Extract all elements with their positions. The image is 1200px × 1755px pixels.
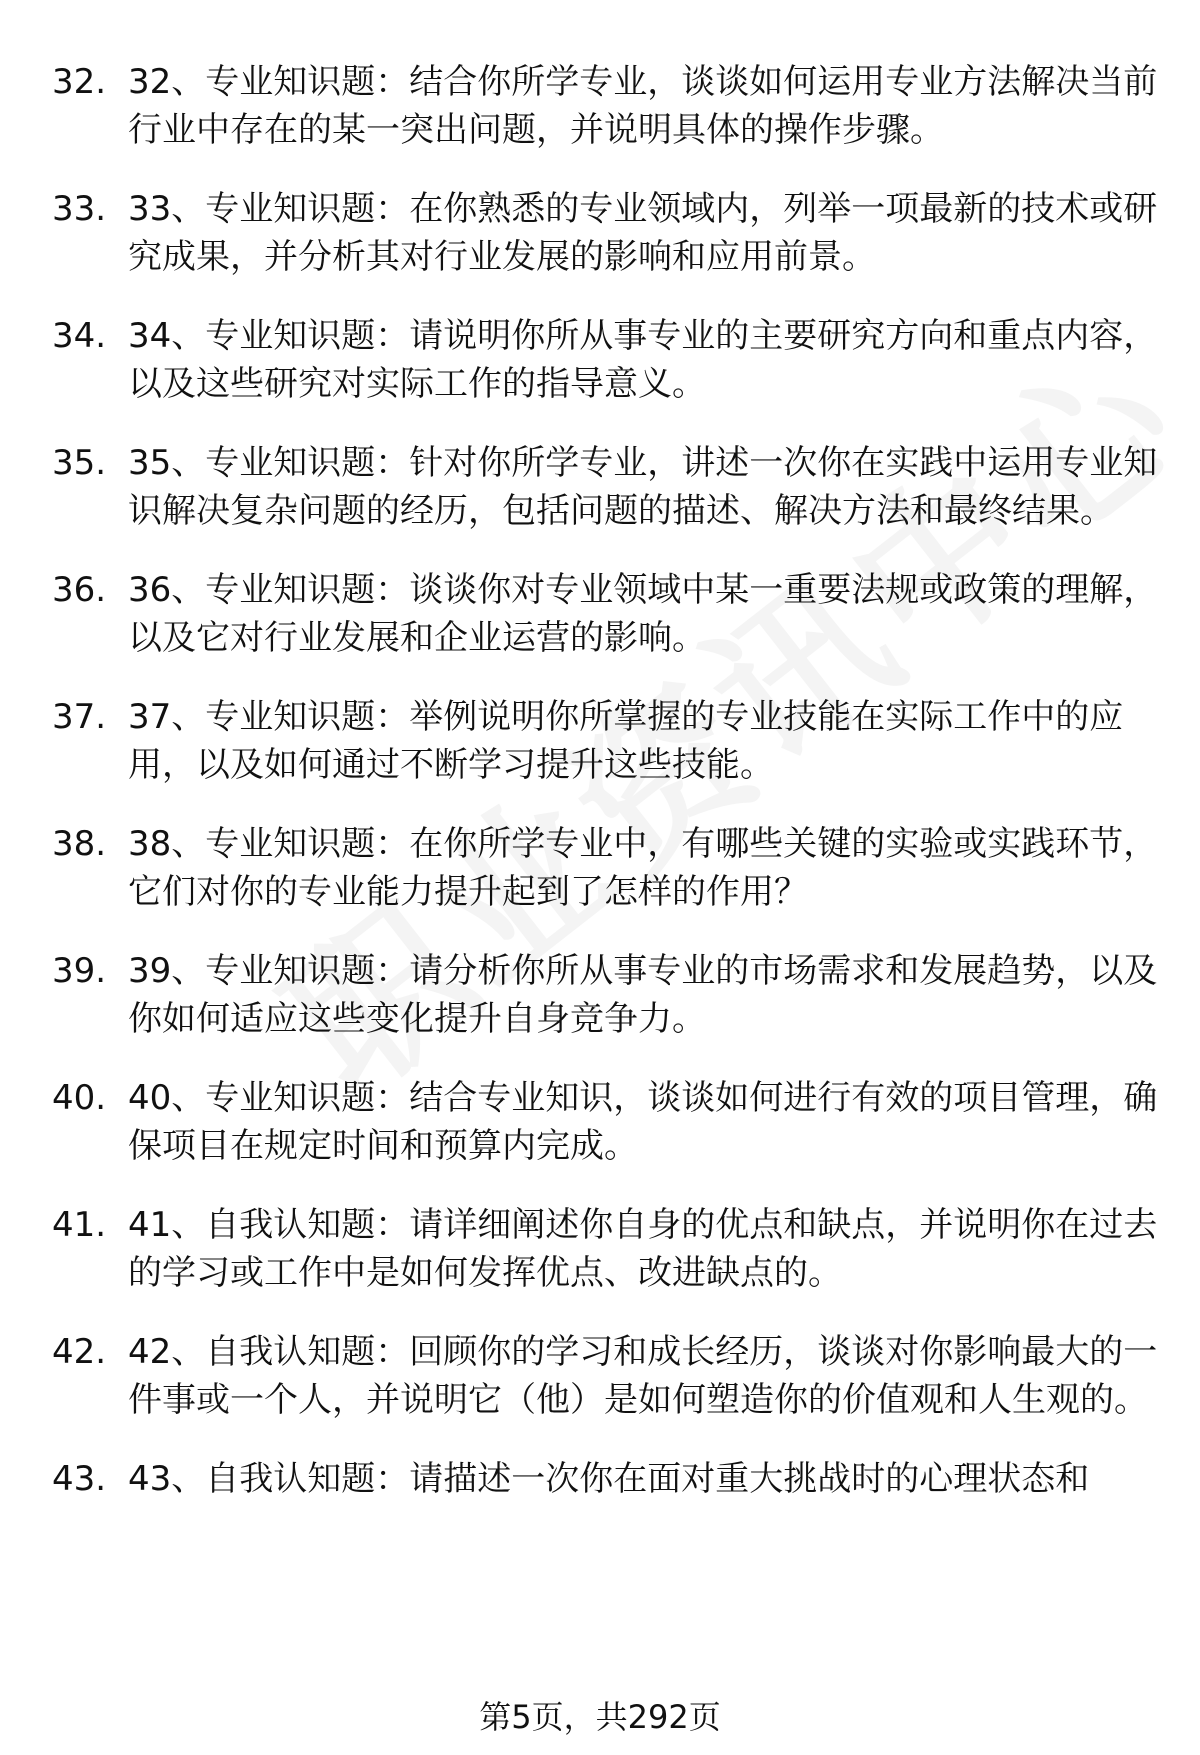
list-item [52,1328,1162,1424]
item-text: 32、专业知识题：结合你所学专业，谈谈如何运用专业方法解决当前行业中存在的某一突出问题，并说明具体的操作步骤。 [128,62,1158,150]
item-number: 40. [52,1078,107,1118]
item-text: 37、专业知识题：举例说明你所掌握的专业技能在实际工作中的应用，以及如何通过不断学习提升这些技能。 [128,697,1124,785]
item-text: 43、自我认知题：请描述一次你在面对重大挑战时的心理状态和 [128,1459,1090,1499]
list-item [52,693,1162,789]
list-item [52,1455,1162,1503]
list-item [52,947,1162,1043]
list-item [52,439,1162,535]
item-number: 37. [52,697,107,737]
item-number: 35. [52,443,107,483]
question-list [52,58,1162,1534]
item-number: 34. [52,316,107,356]
list-item [52,1074,1162,1170]
list-item [52,312,1162,408]
list-item [52,566,1162,662]
list-item [52,185,1162,281]
item-text: 35、专业知识题：针对你所学专业，讲述一次你在实践中运用专业知识解决复杂问题的经历，包括问题的描述、解决方法和最终结果。 [128,443,1158,531]
item-text: 39、专业知识题：请分析你所从事专业的市场需求和发展趋势，以及你如何适应这些变化提升自身竞争力。 [128,951,1158,1039]
item-number: 42. [52,1332,107,1372]
item-number: 39. [52,951,107,991]
item-number: 33. [52,189,107,229]
item-number: 41. [52,1205,107,1245]
item-number: 36. [52,570,107,610]
item-text: 40、专业知识题：结合专业知识，谈谈如何进行有效的项目管理，确保项目在规定时间和预算内完成。 [128,1078,1158,1166]
item-text: 36、专业知识题：谈谈你对专业领域中某一重要法规或政策的理解，以及它对行业发展和企业运营的影响。 [128,570,1158,658]
list-item [52,820,1162,916]
item-text: 42、自我认知题：回顾你的学习和成长经历，谈谈对你影响最大的一件事或一个人，并说明它（他）是如何塑造你的价值观和人生观的。 [128,1332,1158,1420]
list-item [52,1201,1162,1297]
list-item [52,58,1162,154]
item-text: 41、自我认知题：请详细阐述你自身的优点和缺点，并说明你在过去的学习或工作中是如何发挥优点、改进缺点的。 [128,1205,1158,1293]
item-number: 32. [52,62,107,102]
item-text: 33、专业知识题：在你熟悉的专业领域内，列举一项最新的技术或研究成果，并分析其对行业发展的影响和应用前景。 [128,189,1158,277]
item-text: 34、专业知识题：请说明你所从事专业的主要研究方向和重点内容，以及这些研究对实际工作的指导意义。 [128,316,1158,404]
item-number: 38. [52,824,107,864]
item-number: 43. [52,1459,107,1499]
item-text: 38、专业知识题：在你所学专业中，有哪些关键的实验或实践环节，它们对你的专业能力提升起到了怎样的作用？ [128,824,1158,912]
page-footer: 第5页，共292页 [479,1698,721,1736]
